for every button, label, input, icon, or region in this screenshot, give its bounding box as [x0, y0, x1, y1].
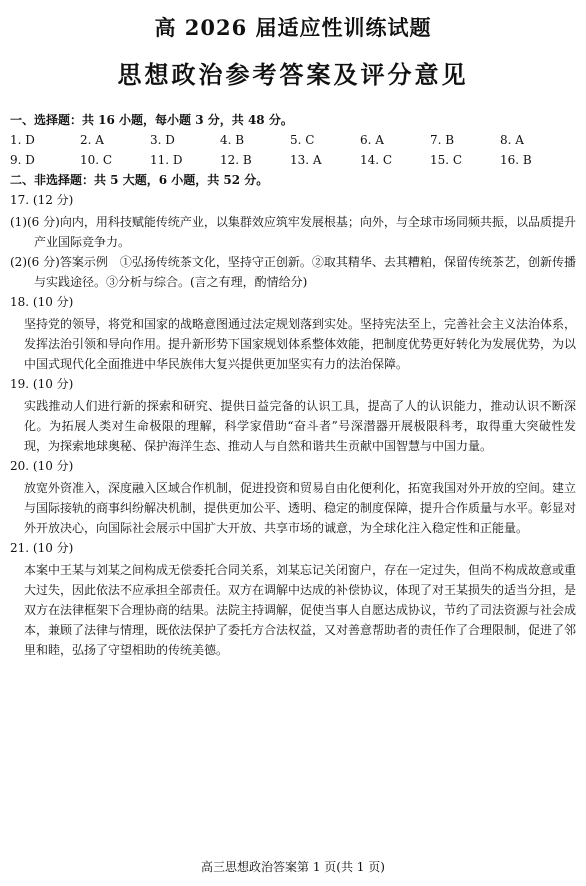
answer-item: 1. D: [10, 133, 35, 147]
answer-item: 15. C: [430, 153, 463, 167]
answer-item: 12. B: [220, 153, 252, 167]
answer-key-subtitle: 思想政治参考答案及评分意见: [117, 60, 469, 89]
answer-row-1: [10, 130, 576, 150]
q17-heading: 17. (12 分): [10, 193, 74, 207]
q20-heading: 20. (10 分): [10, 459, 74, 473]
answer-item: 2. A: [80, 133, 104, 147]
q21-heading: 21. (10 分): [10, 541, 74, 555]
answer-body: [10, 110, 576, 660]
answer-item: 7. B: [430, 133, 455, 147]
exam-title: 高 2026 届适应性训练试题: [154, 15, 432, 40]
answer-item: 3. D: [150, 133, 175, 147]
answer-item: 13. A: [290, 153, 322, 167]
section1-heading: 一、选择题：共 16 小题，每小题 3 分，共 48 分。: [10, 113, 293, 127]
section2-heading: 二、非选择题：共 5 大题，6 小题，共 52 分。: [10, 173, 269, 187]
answer-item: 14. C: [360, 153, 393, 167]
answer-item: 10. C: [80, 153, 113, 167]
answer-item: 9. D: [10, 153, 35, 167]
q17-part1-answer: (1)(6 分)向内，用科技赋能传统产业，以集群效应筑牢发展根基；向外，与全球市场同频共振，以品质提升产业国际竞争力。: [10, 215, 576, 249]
q17-part2-answer: (2)(6 分)答案示例 ①弘扬传统茶文化，坚持守正创新。②取其精华、去其糟粕，保留传统茶艺，创新传播与实践途径。③分析与综合。(言之有理，酌情给分): [10, 255, 576, 289]
answer-item: 5. C: [290, 133, 315, 147]
q20-answer: 放宽外资准入，深度融入区域合作机制，促进投资和贸易自由化便利化，拓宽我国对外开放的空间。建立与国际接轨的商事纠纷解决机制，提供更加公平、透明、稳定的制度保障，提升合作质量与水平。彰显对外开放决心，向国际社会展示中国扩大开放、共享市场的诚意，为全球化注入稳定性和正能量。: [24, 481, 577, 535]
q18-answer: 坚持党的领导，将党和国家的战略意图通过法定规划落到实处。坚持宪法至上，完善社会主义法治体系，发挥法治引领和导向作用。提升新形势下国家规划体系整体效能，把制度优势更好转化为发展优势，为以中国式现代化全面推进中华民族伟大复兴提供更加坚实有力的法治保障。: [24, 317, 577, 371]
answer-item: 16. B: [500, 153, 532, 167]
page-footer: 高三思想政治答案第 1 页(共 1 页): [201, 860, 385, 874]
q19-answer: 实践推动人们进行新的探索和研究、提供日益完备的认识工具，提高了人的认识能力，推动认识不断深化。为拓展人类对生命极限的理解，科学家借助“奋斗者”号深潜器开展极限科考，取得重大突破性发现，为探索地球奥秘、保护海洋生态、推动人与自然和谐共生贡献中国智慧与中国力量。: [24, 399, 576, 453]
answer-item: 6. A: [360, 133, 384, 147]
q21-answer: 本案中王某与刘某之间构成无偿委托合同关系，刘某忘记关闭窗户，存在一定过失，但尚不构成故意或重大过失，因此依法不应承担全部责任。双方在调解中达成的补偿协议，体现了对王某损失的适当分担，是双方在法律框架下合理协商的结果。法院主持调解，促使当事人自愿达成协议，节约了司法资源与社会成本，兼顾了法律与情理，既依法保护了委托方合法权益，又对善意帮助者的责任作了合理限制，促进了邻里和睦，弘扬了守望相助的传统美德。: [24, 563, 577, 657]
answer-row-2: [10, 150, 576, 170]
answer-item: 8. A: [500, 133, 524, 147]
q19-heading: 19. (10 分): [10, 377, 74, 391]
answer-item: 4. B: [220, 133, 245, 147]
answer-item: 11. D: [150, 153, 183, 167]
q18-heading: 18. (10 分): [10, 295, 74, 309]
